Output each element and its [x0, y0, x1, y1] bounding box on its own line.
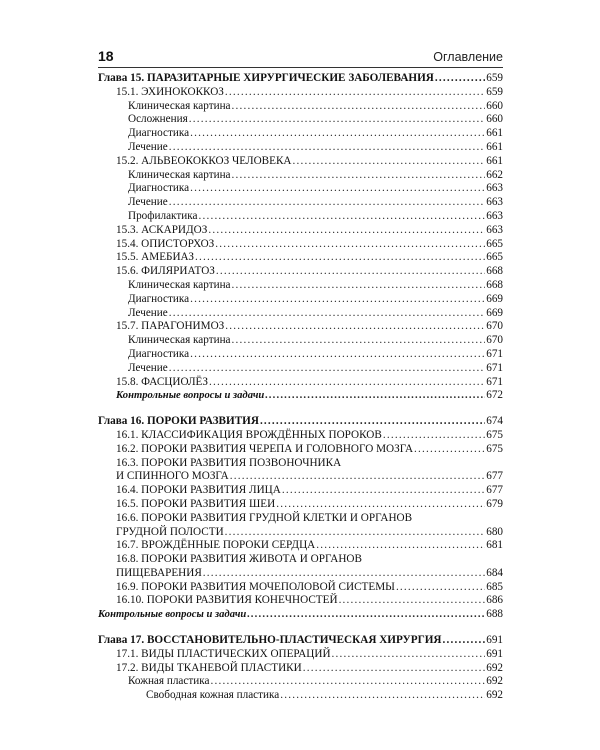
- toc-subsection[interactable]: Клиническая картина ..... 662: [98, 169, 503, 183]
- toc-subsection[interactable]: Диагностика ..... 669: [98, 293, 503, 307]
- toc-section[interactable]: 15.2. АЛЬВЕОКОККОЗ ЧЕЛОВЕКА ..... 661: [98, 155, 503, 169]
- toc-subsection[interactable]: Лечение ..... 671: [98, 362, 503, 376]
- review-questions-entry[interactable]: Контрольные вопросы и задачи ..... 688: [98, 608, 503, 622]
- toc-section-line2[interactable]: И СПИННОГО МОЗГА ..... 677: [98, 470, 503, 484]
- toc-section-line1[interactable]: 16.3. ПОРОКИ РАЗВИТИЯ ПОЗВОНОЧНИКА: [116, 456, 342, 469]
- page-number: 18: [98, 48, 114, 64]
- toc-section[interactable]: 15.8. ФАСЦИОЛЁЗ ..... 671: [98, 376, 503, 390]
- chapter-heading[interactable]: Глава 17. ВОССТАНОВИТЕЛЬНО-ПЛАСТИЧЕСКАЯ ХИРУРГИЯ ..... 691: [98, 634, 503, 648]
- toc-section[interactable]: 17.1. ВИДЫ ПЛАСТИЧЕСКИХ ОПЕРАЦИЙ ..... 691: [98, 648, 503, 662]
- toc-subsection[interactable]: Лечение ..... 663: [98, 196, 503, 210]
- toc-section[interactable]: 15.3. АСКАРИДОЗ ..... 663: [98, 224, 503, 238]
- toc-subsection[interactable]: Клиническая картина ..... 670: [98, 334, 503, 348]
- toc-subsection[interactable]: Клиническая картина ..... 668: [98, 279, 503, 293]
- toc-section[interactable]: 15.4. ОПИСТОРХОЗ ..... 665: [98, 238, 503, 252]
- header-rule: [98, 67, 503, 68]
- toc-subsection[interactable]: Диагностика ..... 671: [98, 348, 503, 362]
- toc-subsection[interactable]: Диагностика ..... 663: [98, 182, 503, 196]
- toc-section[interactable]: 16.9. ПОРОКИ РАЗВИТИЯ МОЧЕПОЛОВОЙ СИСТЕМЫ ..... 685: [98, 581, 503, 595]
- toc-section[interactable]: 17.2. ВИДЫ ТКАНЕВОЙ ПЛАСТИКИ ..... 692: [98, 662, 503, 676]
- toc-section[interactable]: 16.2. ПОРОКИ РАЗВИТИЯ ЧЕРЕПА И ГОЛОВНОГО МОЗГА ..... 675: [98, 443, 503, 457]
- toc-section[interactable]: 15.7. ПАРАГОНИМОЗ ..... 670: [98, 320, 503, 334]
- toc-section-line1[interactable]: 16.8. ПОРОКИ РАЗВИТИЯ ЖИВОТА И ОРГАНОВ: [116, 553, 362, 566]
- toc-section[interactable]: 15.6. ФИЛЯРИАТОЗ ..... 668: [98, 265, 503, 279]
- toc-subsection[interactable]: Клиническая картина ..... 660: [98, 100, 503, 114]
- toc-section-line2[interactable]: ПИЩЕВАРЕНИЯ ..... 684: [98, 567, 503, 581]
- toc-section-line2[interactable]: ГРУДНОЙ ПОЛОСТИ ..... 680: [98, 526, 503, 540]
- toc-section[interactable]: 16.4. ПОРОКИ РАЗВИТИЯ ЛИЦА ..... 677: [98, 484, 503, 498]
- toc-subsection[interactable]: Кожная пластика ..... 692: [98, 675, 503, 689]
- page-header: [98, 44, 503, 64]
- toc-subsection[interactable]: Лечение ..... 661: [98, 141, 503, 155]
- review-questions-entry[interactable]: Контрольные вопросы и задачи ..... 672: [98, 389, 503, 403]
- table-of-contents: [98, 72, 503, 703]
- toc-section[interactable]: 16.1. КЛАССИФИКАЦИЯ ВРОЖДЁННЫХ ПОРОКОВ ..... 675: [98, 429, 503, 443]
- toc-section[interactable]: 16.5. ПОРОКИ РАЗВИТИЯ ШЕИ ..... 679: [98, 498, 503, 512]
- toc-section[interactable]: 15.1. ЭХИНОКОККОЗ ..... 659: [98, 86, 503, 100]
- toc-section[interactable]: 16.7. ВРОЖДЁННЫЕ ПОРОКИ СЕРДЦА ..... 681: [98, 539, 503, 553]
- running-title: Оглавление: [433, 50, 503, 64]
- toc-subsection[interactable]: Профилактика ..... 663: [98, 210, 503, 224]
- toc-subsection[interactable]: Осложнения ..... 660: [98, 113, 503, 127]
- chapter-heading[interactable]: Глава 15. ПАРАЗИТАРНЫЕ ХИРУРГИЧЕСКИЕ ЗАБОЛЕВАНИЯ ..... 659: [98, 72, 503, 86]
- toc-subsubsection[interactable]: Свободная кожная пластика ..... 692: [98, 689, 503, 703]
- toc-subsection[interactable]: Диагностика ..... 661: [98, 127, 503, 141]
- toc-section-line1[interactable]: 16.6. ПОРОКИ РАЗВИТИЯ ГРУДНОЙ КЛЕТКИ И ОРГАНОВ: [116, 511, 413, 524]
- chapter-heading[interactable]: Глава 16. ПОРОКИ РАЗВИТИЯ ..... 674: [98, 415, 503, 429]
- toc-section[interactable]: 16.10. ПОРОКИ РАЗВИТИЯ КОНЕЧНОСТЕЙ ..... 686: [98, 594, 503, 608]
- toc-section[interactable]: 15.5. АМЕБИАЗ ..... 665: [98, 251, 503, 265]
- toc-subsection[interactable]: Лечение ..... 669: [98, 307, 503, 321]
